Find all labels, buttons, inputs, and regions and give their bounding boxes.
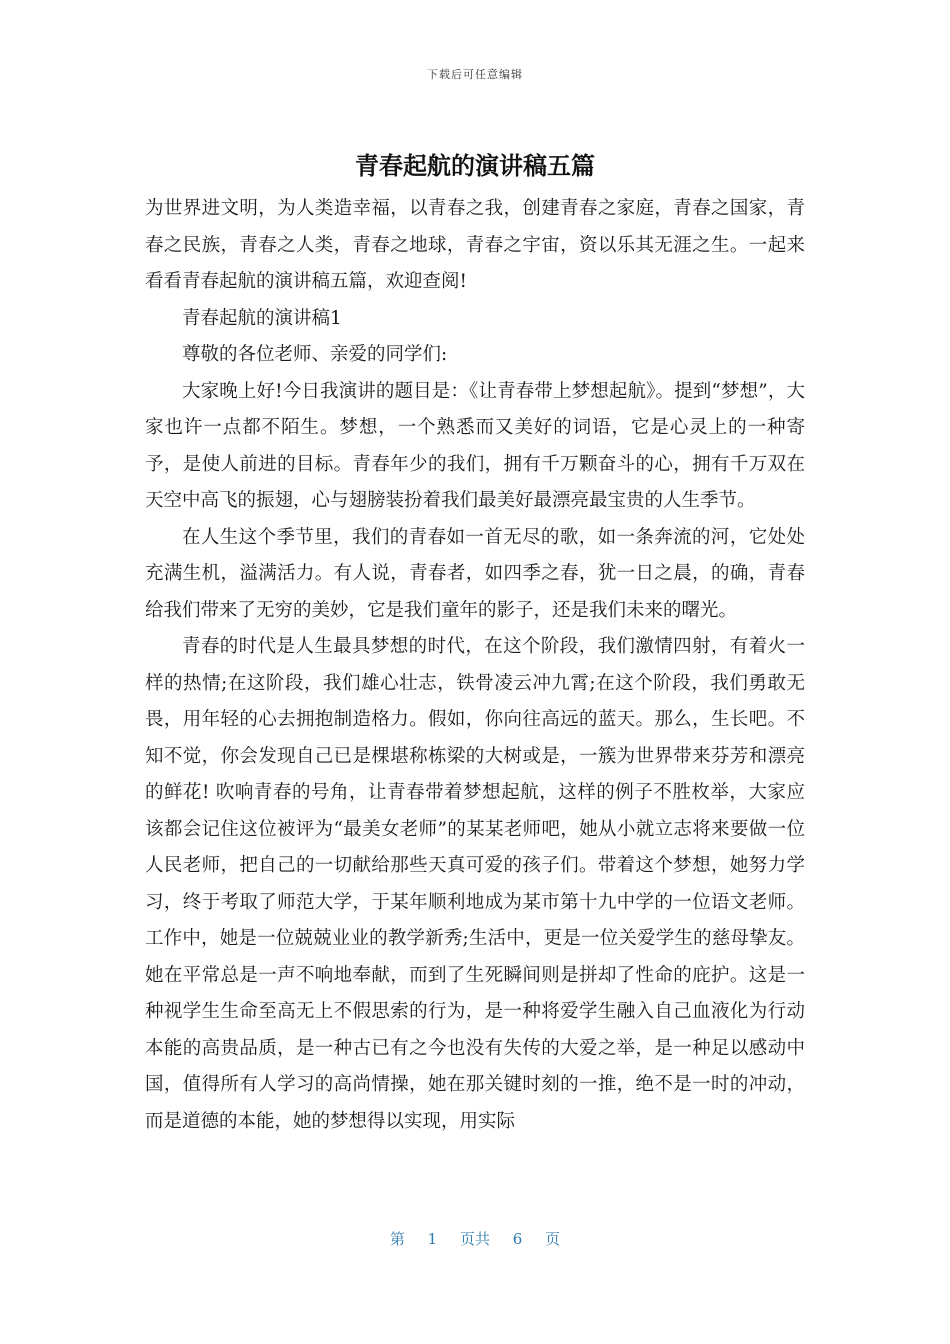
paragraph: 在人生这个季节里，我们的青春如一首无尽的歌，如一条奔流的河，它处处充满生机，溢满活力。有人说，青春者，如四季之春，犹一日之晨，的确，青春给我们带来了无穷的美妙，它是我们童年的影子，还是我们未来的曙光。 [145, 526, 805, 621]
footer-label-page: 第 [389, 1230, 405, 1248]
salutation: 尊敬的各位老师、亲爱的同学们: [182, 344, 448, 365]
document-body [145, 191, 805, 1140]
paragraph-intro: 为世界进文明，为人类造幸福，以青春之我，创建青春之家庭，青春之国家，青春之民族，青春之人类，青春之地球，青春之宇宙，资以乐其无涯之生。一起来看看青春起航的演讲稿五篇，欢迎查阅! [145, 198, 805, 292]
paragraph: 大家晚上好!今日我演讲的题目是：《让青春带上梦想起航》。提到“梦想”，大家也许一点都不陌生。梦想，一个熟悉而又美好的词语，它是心灵上的一种寄予，是使人前进的目标。青春年少的我们，拥有千万颗奋斗的心，拥有千万双在天空中高飞的振翅，心与翅膀装扮着我们最美好最漂亮最宝贵的人生季节。 [145, 380, 805, 511]
header-note: 下载后可任意编辑 [427, 68, 523, 81]
paragraph: 青春的时代是人生最具梦想的时代，在这个阶段，我们激情四射，有着火一样的热情;在这阶段，我们雄心壮志，铁骨凌云冲九霄;在这个阶段，我们勇敢无畏，用年轻的心去拥抱制造格力。假如，你向往高远的蓝天。那么，生长吧。不知不觉，你会发现自己已是棵堪称栋梁的大树或是，一簇为世界带来芬芳和漂亮的鲜花! 吹响青春的号角，让青春带着梦想起航，这样的例子不胜枚举，大家应该都会记住这位被评为“最美女老师”的某某老师吧，她从小就立志将来要做一位人民老师，把自己的一切献给那些天真可爱的孩子们。带着这个梦想，她努力学习，终于考取了师范大学，于某年顺利地成为某市第十九中学的一位语文老师。工作中，她是一位兢兢业业的教学新秀;生活中，更是一位关爱学生的慈母挚友。她在平常总是一声不响地奉献，而到了生死瞬间则是拼却了性命的庇护。这是一种视学生生命至高无上不假思索的行为，是一种将爱学生融入自己血液化为行动本能的高贵品质，是一种古已有之今也没有失传的大爱之举，是一种足以感动中国，值得所有人学习的高尚情操，她在那关键时刻的一推，绝不是一时的冲动，而是道德的本能，她的梦想得以实现，用实际 [145, 636, 805, 1132]
footer-label-end: 页 [545, 1230, 561, 1248]
speech-heading: 青春起航的演讲稿1 [182, 307, 342, 329]
footer-total-pages: 6 [512, 1230, 523, 1248]
footer-current-page: 1 [427, 1230, 438, 1248]
document-title: 青春起航的演讲稿五篇 [355, 152, 595, 180]
footer-label-of: 页共 [459, 1230, 490, 1248]
page-footer [0, 1228, 950, 1249]
